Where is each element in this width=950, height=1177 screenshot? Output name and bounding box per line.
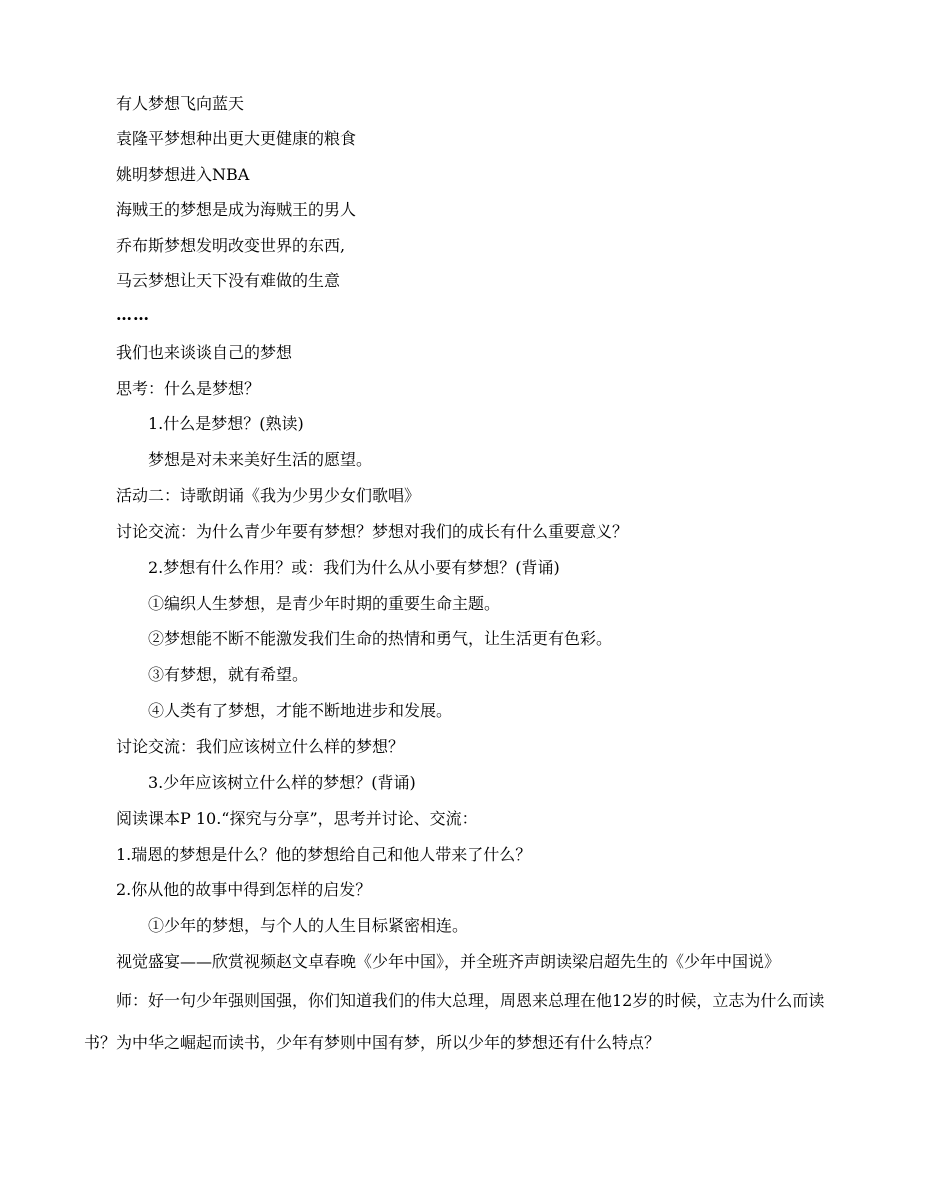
- text-line: 姚明梦想进入NBA: [116, 165, 250, 184]
- text-line: 思考：什么是梦想？: [116, 379, 261, 398]
- text-line: 2.你从他的故事中得到怎样的启发？: [116, 880, 372, 899]
- text-line: 2.梦想有什么作用？或：我们为什么从小要有梦想？(背诵): [148, 558, 560, 577]
- text-line: ①少年的梦想，与个人的人生目标紧密相连。: [148, 916, 469, 935]
- text-line: 梦想是对未来美好生活的愿望。: [148, 450, 373, 469]
- text-line: 我们也来谈谈自己的梦想: [116, 343, 293, 362]
- text-line: 活动二：诗歌朗诵《我为少男少女们歌唱》: [116, 486, 421, 505]
- text-line: 1.什么是梦想？(熟读): [148, 414, 304, 433]
- text-line: 海贼王的梦想是成为海贼王的男人: [116, 200, 357, 219]
- text-line: 阅读课本P 10.“探究与分享”，思考并讨论、交流：: [116, 809, 478, 828]
- text-line: ④人类有了梦想，才能不断地进步和发展。: [148, 701, 453, 720]
- text-line: 有人梦想飞向蓝天: [116, 94, 245, 113]
- text-line: 马云梦想让天下没有难做的生意: [116, 271, 341, 290]
- text-line: 讨论交流：为什么青少年要有梦想？梦想对我们的成长有什么重要意义？: [116, 522, 629, 541]
- text-line: 书？为中华之崛起而读书，少年有梦则中国有梦，所以少年的梦想还有什么特点？: [84, 1033, 661, 1052]
- text-line: ②梦想能不断不能激发我们生命的热情和勇气，让生活更有色彩。: [148, 629, 613, 648]
- text-line: ①编织人生梦想，是青少年时期的重要生命主题。: [148, 594, 501, 613]
- text-line: ③有梦想，就有希望。: [148, 665, 309, 684]
- text-line: 3.少年应该树立什么样的梦想？(背诵): [148, 773, 416, 792]
- ellipsis: ……: [116, 305, 150, 324]
- text-line: 乔布斯梦想发明改变世界的东西,: [116, 236, 346, 255]
- text-line: 袁隆平梦想种出更大更健康的粮食: [116, 129, 357, 148]
- text-line: 视觉盛宴——欣赏视频赵文卓春晚《少年中国》，并全班齐声朗读梁启超先生的《少年中国说》: [116, 952, 781, 971]
- text-line: 师：好一句少年强则国强，你们知道我们的伟大总理，周恩来总理在他12岁的时候，立志为什么而读: [116, 991, 825, 1010]
- text-line: 1.瑞恩的梦想是什么？他的梦想给自己和他人带来了什么？: [116, 845, 532, 864]
- text-line: 讨论交流：我们应该树立什么样的梦想？: [116, 737, 405, 756]
